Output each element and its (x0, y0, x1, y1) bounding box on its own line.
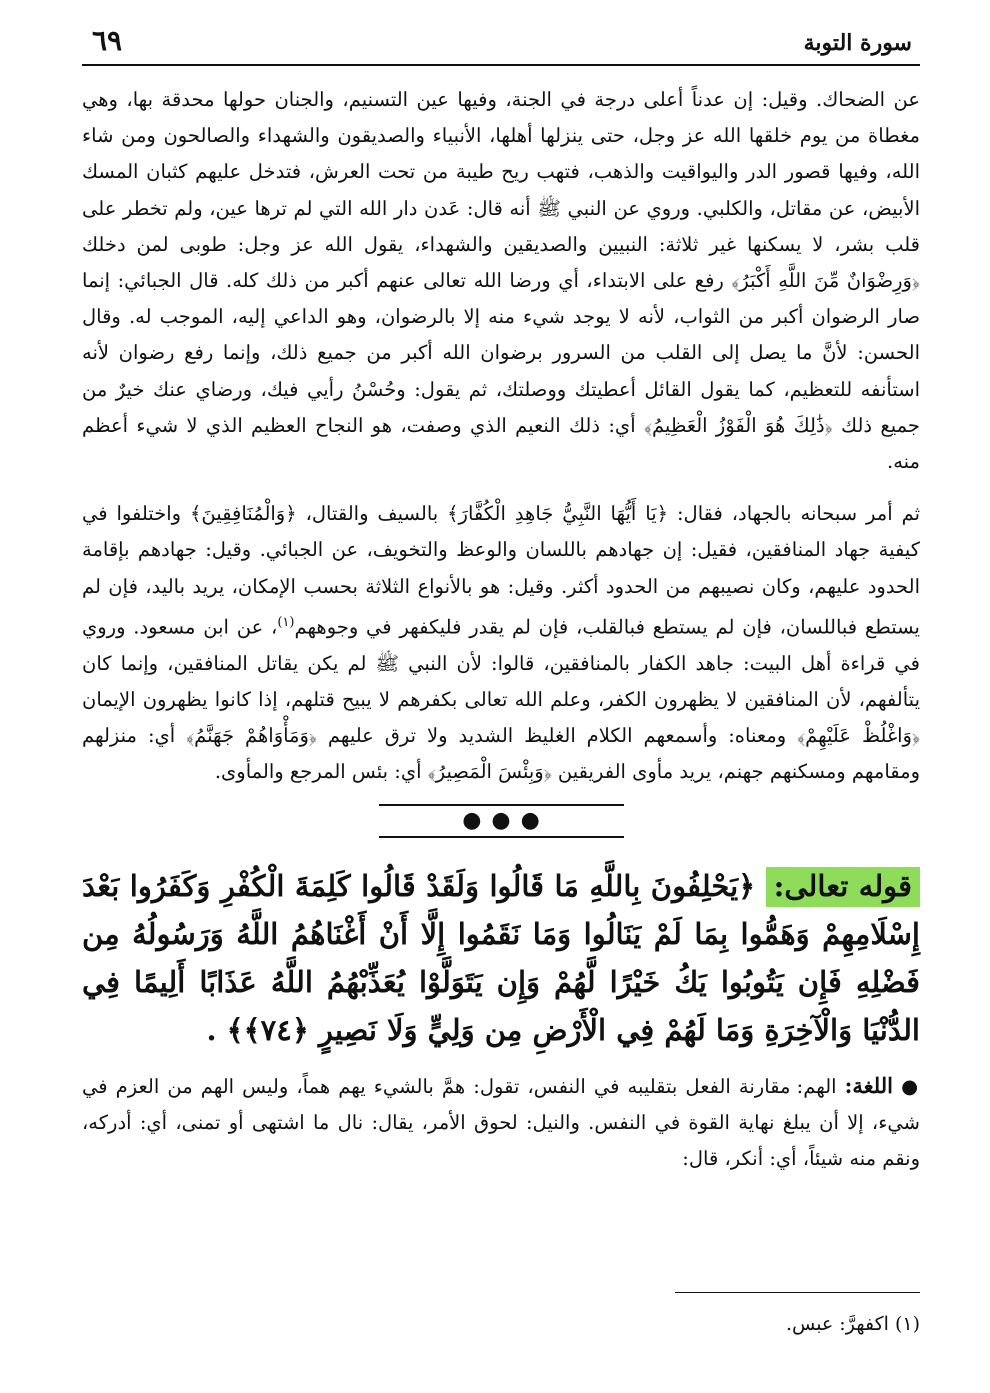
commentary-paragraph-1: عن الضحاك. وقيل: إن عدناً أعلى درجة في الجنة، وفيها عين التسنيم، والجنان حولها محدقة بها، وهي مغطاة من يوم خلقها الله عز وجل، حتى ينزلها أهلها، الأنبياء والصديقون والشهداء والصالحون ومن شاء الله، وفيها قصور الدر واليواقيت والذهب، فتهب ريح طيبة من تحت العرش، فتدخل عليهم كثبان المسك الأبيض، عن مقاتل، والكلبي. وروي عن النبي ﷺ أنه قال: عَدن دار الله التي لم ترها عين، ولم تخطر على قلب بشر، لا يسكنها غير ثلاثة: النبيين والصديقين والشهداء، يقول الله عز وجل: طوبى لمن دخلك ﴿وَرِضْوَانٌ مِّنَ اللَّهِ أَكْبَرُ﴾ رفع على الابتداء، أي ورضا الله تعالى عنهم أكبر من ذلك كله. قال الجبائي: إنما صار الرضوان أكبر من الثواب، لأنه لا يوجد شيء منه إلا بالرضوان، وهو الداعي إليه، الموجب له. وقال الحسن: لأنَّ ما يصل إلى القلب من السرور برضوان الله أكبر من جميع ذلك، وإنما رفع رضوان لأنه استأنفه للتعظيم، كما يقول القائل أعطيتك ووصلتك، ثم يقول: وحُسْنُ رأيي فيك، ورضاي عنك خيرٌ من جميع ذلك ﴿ذَٰلِكَ هُوَ الْفَوْزُ الْعَظِيمُ﴾ أي: ذلك النعيم الذي وصفت، هو النجاح العظيم الذي لا شيء أعظم منه. (82, 88, 920, 474)
language-label: اللغة: (844, 1073, 893, 1099)
divider-dots: ●●● (462, 808, 550, 834)
language-section (82, 1068, 920, 1177)
verse-label-highlight: قوله تعالى: (766, 867, 920, 907)
commentary-paragraph-2 (82, 496, 920, 790)
verse-text: ﴿يَحْلِفُونَ بِاللَّهِ مَا قَالُوا وَلَقَدْ قَالُوا كَلِمَةَ الْكُفْرِ وَكَفَرُوا بَعْدَ إِسْلَامِهِمْ وَهَمُّوا بِمَا لَمْ يَنَالُوا وَمَا نَقَمُوا إِلَّا أَنْ أَغْنَاهُمُ اللَّهُ وَرَسُولُهُ مِن فَضْلِهِ فَإِن يَتُوبُوا يَكُ خَيْرًا لَّهُمْ وَإِن يَتَوَلَّوْا يُعَذِّبْهُمُ اللَّهُ عَذَابًا أَلِيمًا فِي الدُّنْيَا وَالْآخِرَةِ وَمَا لَهُمْ فِي الْأَرْضِ مِن وَلِيٍّ وَلَا نَصِيرٍ ﴿٧٤﴾﴾ . (82, 869, 920, 1048)
quran-verse (82, 862, 920, 1054)
footnote-separator (675, 1292, 920, 1293)
language-text: الهم: مقارنة الفعل بتقليبه في النفس، تقول: همَّ بالشيء يهم هماً، وليس الهم من العزم في شيء، إلا أن يبلغ نهاية القوة في النفس. والنيل: لحوق الأمر، يقال: نال ما اشتهى أو تمنى، أي: أدركه، ونقم منه شيئاً، أي: أنكر، قال: (82, 1075, 920, 1171)
paragraph-2-text-start: ثم أمر سبحانه بالجهاد، فقال: ﴿يَا أَيُّهَا النَّبِيُّ جَاهِدِ الْكُفَّارَ﴾ بالسيف والقتال، ﴿وَالْمُنَافِقِينَ﴾ واختلفوا في كيفية جهاد المنافقين، فقيل: إن جهادهم باللسان والوعظ والتخويف، عن الجبائي. وقيل: جهادهم بإقامة الحدود عليهم، وكان نصيبهم من الحدود أكثر. وقيل: هو بالأنواع الثلاثة بحسب الإمكان، يريد باليد، فإن لم يستطع فباللسان، فإن لم يستطع فبالقلب، فإن لم يقدر فليكفهر في وجوههم (82, 502, 920, 639)
bullet-icon: ● (901, 1075, 920, 1099)
surah-title: سورة التوبة (803, 30, 912, 56)
footnote (786, 1313, 920, 1335)
footnote-text: اكفهرَّ: عبس. (785, 1313, 889, 1335)
divider-rule-bottom (379, 836, 624, 838)
page-header (82, 18, 920, 66)
book-page (82, 18, 920, 1373)
footnote-number: (١) (894, 1313, 920, 1335)
footnote-reference[interactable]: (١) (277, 614, 295, 630)
paragraph-2-text-end: ، عن ابن مسعود. وروي في قراءة أهل البيت: جاهد الكفار بالمنافقين، قالوا: لأن النبي ﷺ لم يكن يقاتل المنافقين، وإنما كان يتألفهم، لأن المنافقين لا يظهرون الكفر، وعلم الله تعالى بكفرهم لا يبيح قتلهم، إذا كانوا يظهرون الإيمان ﴿وَاغْلُظْ عَلَيْهِمْ﴾ ومعناه: وأسمعهم الكلام الغليظ الشديد ولا ترق عليهم ﴿وَمَأْوَاهُمْ جَهَنَّمُ﴾ أي: منزلهم ومقامهم ومسكنهم جهنم، يريد مأوى الفريقين ﴿وَبِئْسَ الْمَصِيرُ﴾ أي: بئس المرجع والمأوى. (82, 615, 920, 784)
section-divider (379, 804, 624, 838)
page-number: ٦٩ (92, 24, 123, 57)
